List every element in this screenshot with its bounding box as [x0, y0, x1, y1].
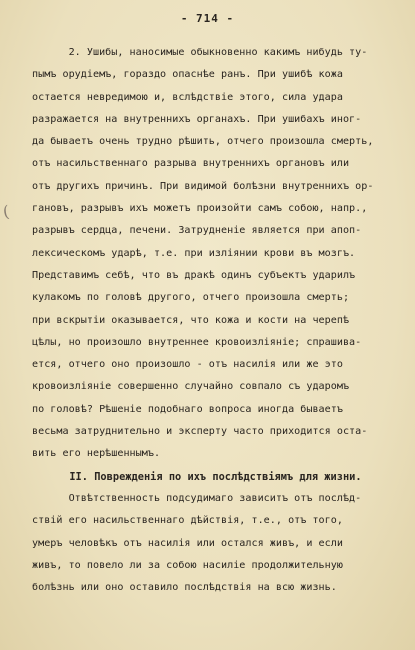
text-line: отъ насильственнаго разрыва внутреннихъ органовъ или: [32, 158, 350, 170]
text-line: остается невредимою и, вслѣдствiе этого, сила удара: [32, 91, 343, 103]
page-number: - 714 -: [180, 12, 235, 25]
text-line: по головѣ? Рѣшенiе подобнаго вопроса иногда бываетъ: [32, 403, 343, 415]
text-line: лексическомъ ударѣ, т.е. при изліянии крови въ мозгъ.: [32, 247, 356, 259]
text-line: кровоизлiянiе совершенно случайно совпало съ ударомъ: [32, 381, 350, 393]
text-line: 2. Ушибы, наносимые обыкновенно какимъ нибудь ту-: [32, 47, 368, 58]
text-line: ствiй его насильственнаго дѣйствiя, т.е., отъ того,: [32, 515, 343, 527]
text-line: Представимъ себѣ, что въ дракѣ одинъ субъектъ ударилъ: [32, 269, 356, 281]
text-line: болѣзнь или оно оставило послѣдствiя на всю жизнь.: [32, 582, 337, 594]
margin-mark: (: [1, 201, 11, 222]
text-line: цѣлы, но произошло внутреннее кровоизлiянiе; спрашива-: [32, 336, 362, 348]
body-text: [32, 42, 402, 599]
text-line: весьма затруднительно и эксперту часто приходится оста-: [32, 426, 368, 438]
text-line: умеръ человѣкъ отъ насилiя или остался живъ, и если: [32, 537, 343, 549]
text-line: ется, отчего оно произошло - отъ насилiя или же это: [32, 359, 343, 371]
text-line: разрывъ сердца, печени. Затрудненiе является при апоп-: [32, 225, 362, 237]
text-line: кулакомъ по головѣ другого, отчего произошла смерть;: [32, 292, 350, 304]
text-line: при вскрытiи оказывается, что кожа и кости на черепѣ: [32, 314, 350, 326]
text-line: вить его нерѣшеннымъ.: [32, 448, 161, 460]
text-line: да бываетъ очень трудно рѣшить, отчего произошла смерть,: [32, 136, 374, 148]
text-line: отъ другихъ причинъ. При видимой болѣзни внутреннихъ ор-: [32, 180, 374, 192]
text-line: разражается на внутреннихъ органахъ. При ушибахъ иног-: [32, 113, 362, 125]
text-line: Отвѣтственность подсудимаго зависитъ отъ послѣд-: [32, 492, 362, 504]
section-heading: II. Поврежденiя по ихъ послѣдствiямъ для жизни.: [32, 470, 362, 483]
text-line: пымъ орудiемъ, гораздо опаснѣе ранъ. При ушибѣ кожа: [32, 69, 343, 81]
text-line: живъ, то повело ли за собою насилiе продолжительную: [32, 559, 343, 571]
text-line: гановъ, разрывъ ихъ можетъ произойти самъ собою, напр.,: [32, 203, 368, 215]
